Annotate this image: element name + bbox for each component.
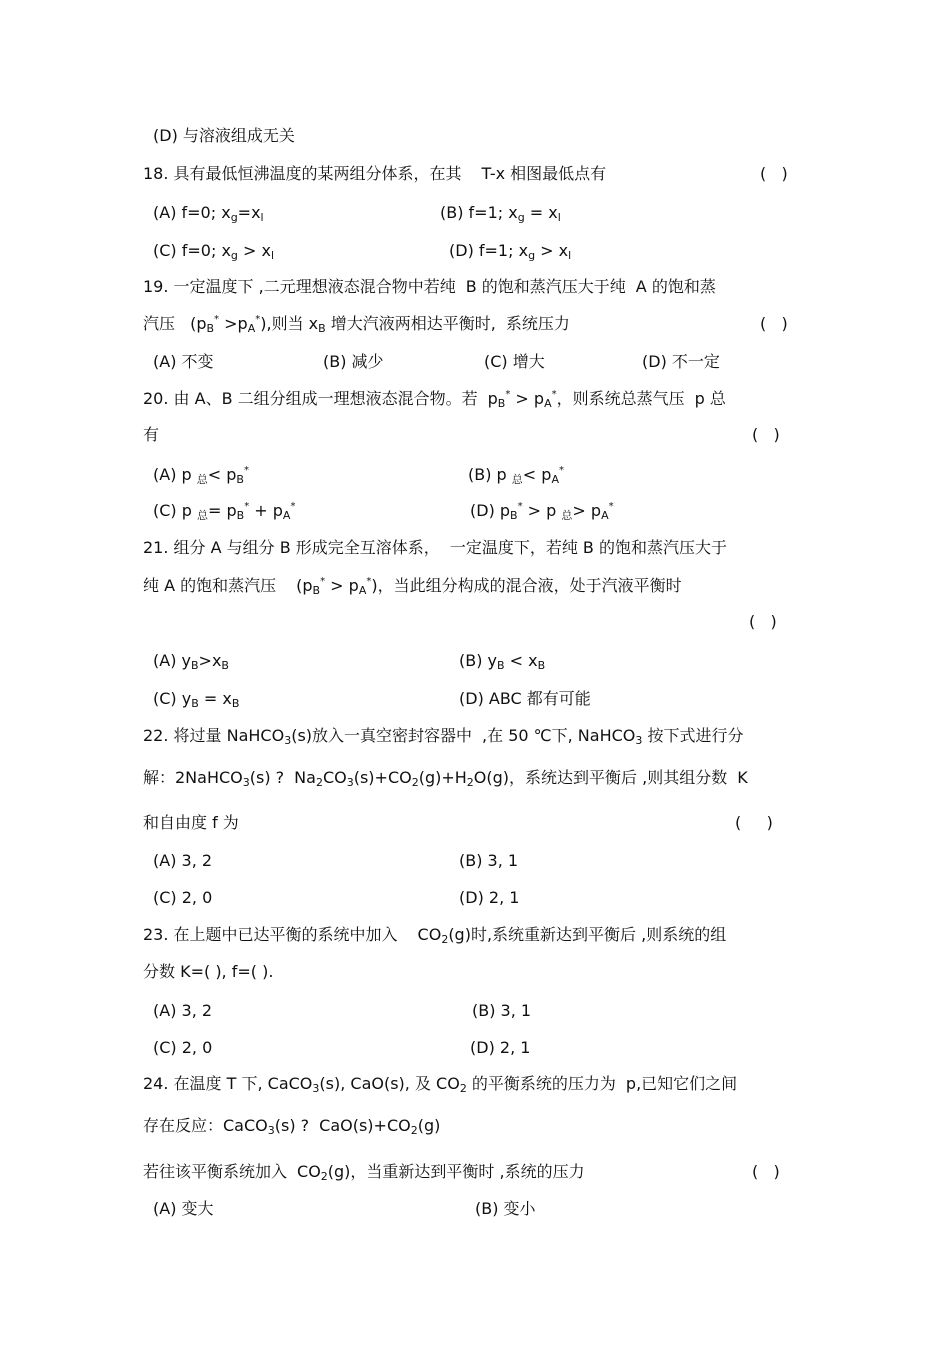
q22-answer-paren: ( ) — [735, 813, 773, 832]
q18-option-a: (A) f=0; $x_g=x_l$ — [153, 203, 264, 224]
q17-option-d: (D) 与溶液组成无关 — [153, 126, 295, 145]
q22-option-c: (C) 2, 0 — [153, 888, 213, 907]
q23-option-b: (B) 3, 1 — [472, 1001, 532, 1020]
q19-option-b: (B) 减少 — [323, 352, 384, 371]
q21-option-c: (C) $y_B = x_B$ — [153, 689, 240, 710]
q20-stem-line2: 有 — [143, 425, 160, 444]
q23-stem-line1: 23. 在上题中已达平衡的系统中加入 $CO_2(g)$时,系统重新达到平衡后 ,则系统的组 — [143, 925, 727, 946]
q20-option-a: (A) p $_总< p_B^*$ — [153, 465, 249, 486]
q23-option-c: (C) 2, 0 — [153, 1038, 213, 1057]
q18-option-b: (B) f=1; $x_g = x_l$ — [440, 203, 561, 224]
q19-option-c: (C) 增大 — [484, 352, 545, 371]
q21-stem-line2: 纯 A 的饱和蒸汽压 $(p_B^* > p_A^*)$，当此组分构成的混合液，处于汽液平衡时 — [143, 576, 682, 597]
q24-option-a: (A) 变大 — [153, 1199, 214, 1218]
q18-stem: 18. 具有最低恒沸温度的某两组分体系，在其 T-x 相图最低点有 — [143, 164, 607, 183]
q22-stem-line3: 和自由度 f 为 — [143, 813, 239, 832]
q24-answer-paren: ( ) — [752, 1162, 780, 1181]
q18-option-c: (C) f=0; $x_g > x_l$ — [153, 241, 274, 262]
q21-stem-line1: 21. 组分 A 与组分 B 形成完全互溶体系， 一定温度下，若纯 B 的饱和蒸汽压大于 — [143, 538, 727, 557]
q18-answer-paren: ( ) — [760, 164, 788, 183]
q24-option-b: (B) 变小 — [475, 1199, 536, 1218]
q21-option-d: (D) ABC 都有可能 — [459, 689, 591, 708]
q22-option-b: (B) 3, 1 — [459, 851, 519, 870]
q23-stem-line2: 分数 K=( ), f=( ). — [143, 962, 274, 981]
q18-option-d: (D) f=1; $x_g > x_l$ — [449, 241, 572, 262]
q20-option-d: (D) $p_B^* > p$ $_总> p_A^*$ — [470, 501, 614, 522]
q21-option-a: (A) $y_B>x_B$ — [153, 651, 229, 672]
q23-option-a: (A) 3, 2 — [153, 1001, 213, 1020]
q22-option-d: (D) 2, 1 — [459, 888, 520, 907]
q20-option-b: (B) p $_总< p_A^*$ — [468, 465, 564, 486]
q24-stem-line1: 24. 在温度 T 下, CaCO$_3$(s), CaO(s), 及 $CO_2$ 的平衡系统的压力为 p,已知它们之间 — [143, 1074, 738, 1095]
q20-stem-line1: 20. 由 A、B 二组分组成一理想液态混合物。若 $p_B^* > p_A^*$，则系统总蒸气压 p 总 — [143, 389, 726, 410]
q19-answer-paren: ( ) — [760, 314, 788, 333]
q19-option-d: (D) 不一定 — [642, 352, 720, 371]
q23-option-d: (D) 2, 1 — [470, 1038, 531, 1057]
q22-stem-line2: 解：2NaHCO$_3$(s) ? $Na_2CO_3(s)+CO_2(g)+H_2O(g)$，系统达到平衡后 ,则其组分数 K — [143, 768, 748, 789]
q19-stem-line2: 汽压 $(p_B^* >p_A^*)$,则当 $x_B$ 增大汽液两相达平衡时, 系统压力 — [143, 314, 570, 335]
q20-answer-paren: ( ) — [752, 425, 780, 444]
q24-stem-line2: 存在反应：CaCO$_3$(s) ? $CaO(s)+CO_2(g)$ — [143, 1116, 441, 1137]
q21-answer-paren: ( ) — [749, 612, 777, 631]
q19-stem-line1: 19. 一定温度下 ,二元理想液态混合物中若纯 B 的饱和蒸汽压大于纯 A 的饱和蒸 — [143, 277, 716, 296]
q20-option-c: (C) p $_总= p_B^* + p_A^*$ — [153, 501, 296, 522]
q21-option-b: (B) $y_B < x_B$ — [459, 651, 546, 672]
q22-stem-line1: 22. 将过量 NaHCO$_3$(s)放入一真空密封容器中 ,在 50 ℃下, NaHCO$_3$ 按下式进行分 — [143, 726, 744, 747]
q19-option-a: (A) 不变 — [153, 352, 214, 371]
q22-option-a: (A) 3, 2 — [153, 851, 213, 870]
q24-stem-line3: 若往该平衡系统加入 $CO_2(g)$，当重新达到平衡时 ,系统的压力 — [143, 1162, 585, 1183]
